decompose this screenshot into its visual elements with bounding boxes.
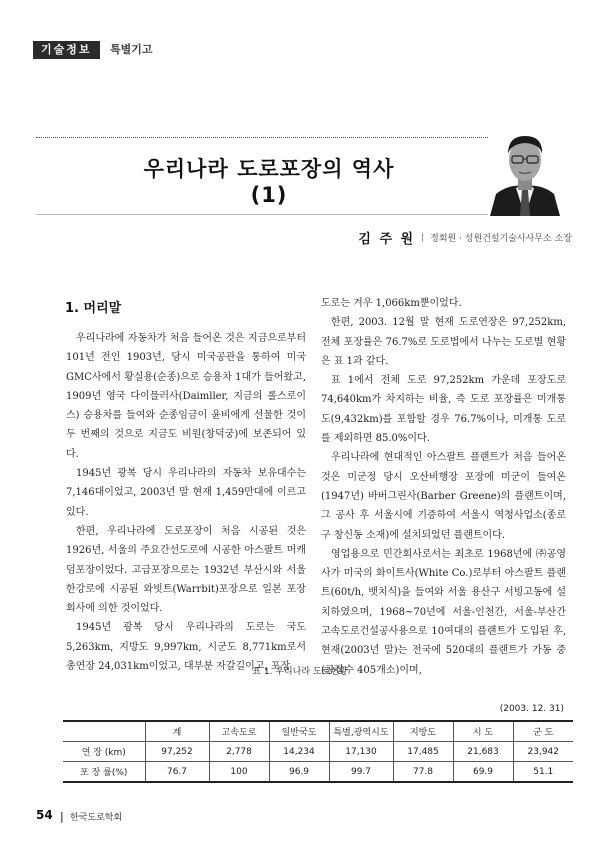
table-cell: 포 장 률(%) — [63, 762, 145, 783]
section-heading: 1. 머리말 — [65, 301, 122, 316]
right-column — [321, 294, 566, 680]
section-tag: 기술정보 — [33, 41, 100, 59]
table-header-cell: 특별,광역시도 — [329, 721, 393, 742]
table-cell: 97,252 — [145, 742, 209, 762]
table-cell: 17,130 — [329, 742, 393, 762]
article-title: 우리나라 도로포장의 역사 (1) — [143, 157, 395, 207]
author-separator: | — [421, 232, 425, 243]
table-header-cell: 일반국도 — [269, 721, 329, 742]
table-cell: 17,485 — [393, 742, 453, 762]
table-cell: 76.7 — [145, 762, 209, 783]
paragraph: 한편, 우리나라에 도로포장이 처음 시공된 것은 1926년, 서울의 주요간선도로에 시공한 아스팔트 머캐덤포장이었다. 고급포장으로는 1932년 부산시와 서울 한강로에 시공된 와빗트(Warrbit)포장으로 일본 포장회사에 의한 것이었다. — [66, 525, 306, 615]
left-column — [66, 329, 306, 676]
table-cell: 21,683 — [453, 742, 513, 762]
table-cell: 99.7 — [329, 762, 393, 783]
table-header-cell: 지방도 — [393, 721, 453, 742]
author-affiliation: 정회원 · 성원건설기술사사무소 소장 — [430, 234, 572, 244]
table-cell: 100 — [209, 762, 269, 783]
paragraph: 우리나라에 현대적인 아스팔트 플랜트가 처음 들어온 것은 미군정 당시 오산비행장 포장에 미군이 들여온(1947년) 바버그린사(Barber Greene)의 플랜트이며, 그 공사 후 서울시에 기증하여 서울시 역청사업소(종로구 창신동 소재)에 설치되었던 플랜트이다. — [321, 452, 566, 541]
table-cell: 14,234 — [269, 742, 329, 762]
table-header-cell: 시 도 — [453, 721, 513, 742]
page-number: 54 — [36, 808, 53, 822]
paragraph: 우리나라에 자동차가 처음 들어온 것은 지금으로부터 101년 전인 1903년, 당시 미국공관을 통하여 미국 GMC사에서 황실용(순종)으로 승용차 1대가 들어왔고, 1909년 영국 다이믈러사(Daimller, 지금의 롤스로이스) 승용차를 들여와 순종임금이 윤비에게 선물한 것이 두 번째의 것으로 지금도 비원(창덕궁)에 보존되어 있다. — [66, 333, 306, 460]
author-name: 김 주 원 — [358, 232, 416, 247]
paragraph: 표 1에서 전체 도로 97,252km 가운데 포장도로 74,640km가 차지하는 비율, 즉 도로 포장률은 미개통도(9,432km)를 포함할 경우 76.7%이나, 미개통 도로를 제외하면 85.0%이다. — [321, 375, 566, 445]
table-header-cell: 군 도 — [513, 721, 573, 742]
paragraph: 한편, 2003. 12월 말 현재 도로연장은 97,252km, 전체 포장률은 76.7%로 도로법에서 나누는 도로별 현황은 표 1과 같다. — [321, 317, 566, 367]
table-cell: 23,942 — [513, 742, 573, 762]
table-title: 표 1. 우리나라 도로현황 — [252, 667, 348, 677]
paragraph: 도로는 겨우 1,066km뿐이었다. — [321, 298, 462, 309]
organization-name: 한국도로학회 — [70, 813, 123, 823]
author-info — [358, 228, 572, 247]
table-cell: 69.9 — [453, 762, 513, 783]
table-row — [63, 742, 573, 762]
table-cell: 96.9 — [269, 762, 329, 783]
title-divider — [36, 214, 560, 215]
table-cell: 연 장 (km) — [63, 742, 145, 762]
paragraph: 1945년 광복 당시 우리나라의 자동차 보유대수는 7,146대이었고, 2003년 말 현재 1,459만대에 이르고 있다. — [66, 468, 306, 518]
dotted-divider — [36, 137, 560, 138]
page-separator: | — [60, 810, 64, 823]
table-header-cell: 계 — [145, 721, 209, 742]
table-header-row — [63, 721, 573, 742]
road-status-table — [63, 720, 573, 783]
table-header-cell — [63, 721, 145, 742]
table-cell: 51.1 — [513, 762, 573, 783]
paragraph: 1945년 광복 당시 우리나라의 도로는 국도 5,263km, 지방도 9,997km, 시군도 8,771km로서 총연장 24,031km이었고, 대부분 자갈길이고, 포장 — [66, 622, 306, 673]
author-photo — [488, 124, 562, 216]
category-label: 특별기고 — [110, 43, 153, 56]
table-date: (2003. 12. 31) — [499, 704, 564, 714]
paragraph: 영업용으로 민간회사로서는 최초로 1968년에 ㈜공영사가 미국의 화이트사(White Co.)로부터 아스팔트 플랜트(60t/h, 뱃치식)을 들여와 서울 용산구 서빙고동에 설치하였으며, 1968~70년에 서울-인천간, 서울-부산간 고속도로건설공사용으로 10여대의 플랜트가 도입된 후, 현재(2003년 말)는 전국에 520대의 플랜트가 가동 중(공장수 405개소)이며, — [321, 548, 566, 676]
table-cell: 77.8 — [393, 762, 453, 783]
table-row — [63, 762, 573, 783]
table-cell: 2,778 — [209, 742, 269, 762]
table-header-cell: 고속도로 — [209, 721, 269, 742]
